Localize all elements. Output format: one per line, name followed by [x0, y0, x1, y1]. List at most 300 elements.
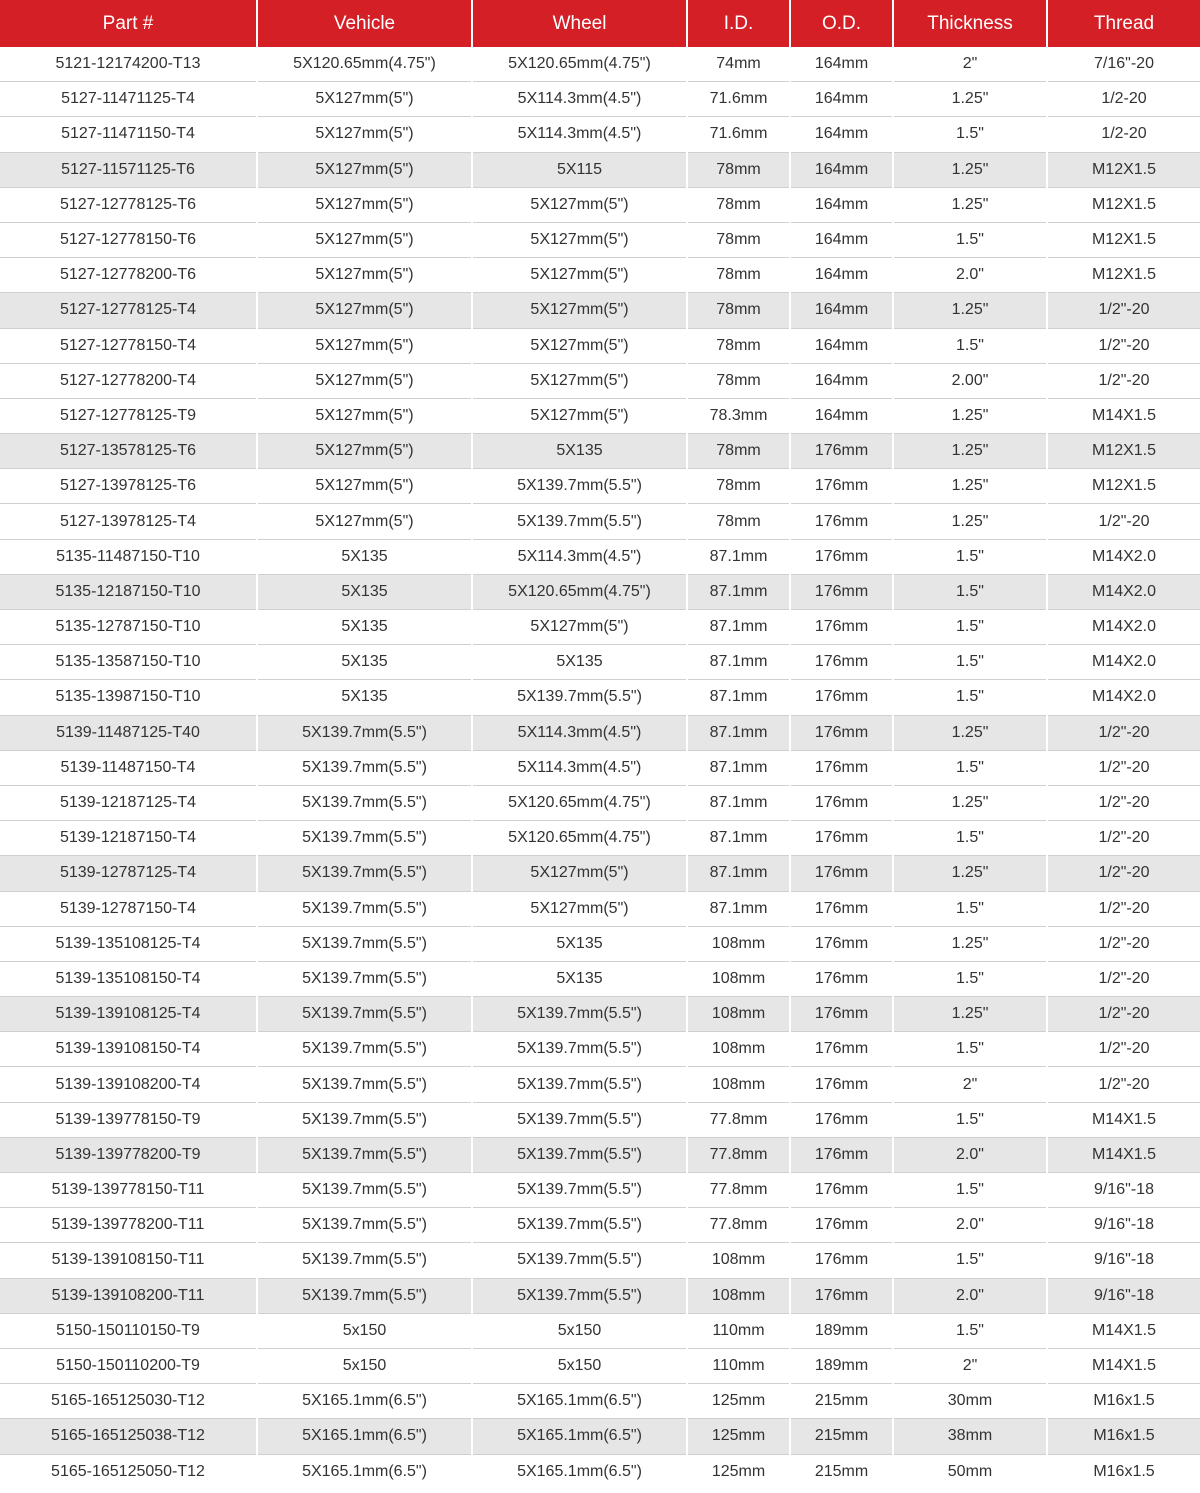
table-row — [0, 152, 1200, 187]
cell-thread: M14X2.0 — [1047, 645, 1200, 680]
cell-thickness: 1.25" — [893, 997, 1047, 1032]
table-row — [0, 961, 1200, 996]
table-row — [0, 610, 1200, 645]
cell-part-number: 5139-12187150-T4 — [0, 821, 257, 856]
cell-outer-diameter: 176mm — [790, 434, 893, 469]
cell-thread: 9/16"-18 — [1047, 1208, 1200, 1243]
cell-thickness: 2" — [893, 47, 1047, 82]
cell-thread: M12X1.5 — [1047, 469, 1200, 504]
cell-thickness: 2" — [893, 1348, 1047, 1383]
cell-thickness: 1.5" — [893, 1313, 1047, 1348]
cell-part-number: 5139-12187125-T4 — [0, 785, 257, 820]
cell-thickness: 1.5" — [893, 117, 1047, 152]
cell-wheel: 5X139.7mm(5.5") — [472, 680, 687, 715]
cell-thickness: 1.5" — [893, 750, 1047, 785]
cell-thickness: 1.25" — [893, 152, 1047, 187]
cell-outer-diameter: 189mm — [790, 1348, 893, 1383]
cell-outer-diameter: 176mm — [790, 856, 893, 891]
cell-vehicle: 5X127mm(5") — [257, 222, 472, 257]
cell-thread: 1/2"-20 — [1047, 363, 1200, 398]
cell-vehicle: 5X139.7mm(5.5") — [257, 1032, 472, 1067]
table-row — [0, 258, 1200, 293]
cell-wheel: 5X127mm(5") — [472, 293, 687, 328]
header-outer-diameter: O.D. — [790, 0, 893, 47]
cell-thickness: 1.5" — [893, 891, 1047, 926]
cell-part-number: 5127-11571125-T6 — [0, 152, 257, 187]
table-body — [0, 47, 1200, 1489]
cell-part-number: 5139-139108125-T4 — [0, 997, 257, 1032]
cell-vehicle: 5X127mm(5") — [257, 434, 472, 469]
cell-thickness: 1.5" — [893, 821, 1047, 856]
cell-outer-diameter: 164mm — [790, 47, 893, 82]
cell-part-number: 5139-139108200-T4 — [0, 1067, 257, 1102]
cell-vehicle: 5X139.7mm(5.5") — [257, 821, 472, 856]
cell-thread: 1/2"-20 — [1047, 856, 1200, 891]
cell-outer-diameter: 176mm — [790, 645, 893, 680]
cell-wheel: 5X165.1mm(6.5") — [472, 1419, 687, 1454]
cell-thickness: 30mm — [893, 1384, 1047, 1419]
table-row — [0, 1137, 1200, 1172]
cell-part-number: 5127-12778150-T4 — [0, 328, 257, 363]
cell-wheel: 5X139.7mm(5.5") — [472, 1032, 687, 1067]
cell-part-number: 5127-11471125-T4 — [0, 82, 257, 117]
cell-thickness: 38mm — [893, 1419, 1047, 1454]
cell-part-number: 5165-165125038-T12 — [0, 1419, 257, 1454]
cell-vehicle: 5x150 — [257, 1348, 472, 1383]
cell-inner-diameter: 110mm — [687, 1313, 790, 1348]
cell-outer-diameter: 176mm — [790, 610, 893, 645]
cell-thickness: 1.25" — [893, 715, 1047, 750]
cell-inner-diameter: 87.1mm — [687, 680, 790, 715]
cell-wheel: 5X127mm(5") — [472, 610, 687, 645]
cell-inner-diameter: 108mm — [687, 1278, 790, 1313]
cell-vehicle: 5X127mm(5") — [257, 82, 472, 117]
cell-thickness: 2.0" — [893, 1208, 1047, 1243]
cell-outer-diameter: 176mm — [790, 1173, 893, 1208]
table-row — [0, 715, 1200, 750]
cell-vehicle: 5X120.65mm(4.75") — [257, 47, 472, 82]
table-row — [0, 1067, 1200, 1102]
cell-inner-diameter: 87.1mm — [687, 891, 790, 926]
cell-outer-diameter: 176mm — [790, 891, 893, 926]
cell-part-number: 5127-13578125-T6 — [0, 434, 257, 469]
cell-inner-diameter: 87.1mm — [687, 610, 790, 645]
cell-thread: 1/2-20 — [1047, 82, 1200, 117]
cell-inner-diameter: 77.8mm — [687, 1173, 790, 1208]
cell-part-number: 5135-12787150-T10 — [0, 610, 257, 645]
cell-inner-diameter: 87.1mm — [687, 715, 790, 750]
cell-inner-diameter: 110mm — [687, 1348, 790, 1383]
cell-vehicle: 5X139.7mm(5.5") — [257, 1243, 472, 1278]
cell-inner-diameter: 78mm — [687, 152, 790, 187]
cell-vehicle: 5X135 — [257, 680, 472, 715]
cell-wheel: 5X139.7mm(5.5") — [472, 504, 687, 539]
cell-wheel: 5X120.65mm(4.75") — [472, 785, 687, 820]
cell-outer-diameter: 176mm — [790, 961, 893, 996]
cell-part-number: 5127-12778150-T6 — [0, 222, 257, 257]
cell-wheel: 5X135 — [472, 926, 687, 961]
cell-outer-diameter: 176mm — [790, 1137, 893, 1172]
header-part-number: Part # — [0, 0, 257, 47]
table-row — [0, 47, 1200, 82]
cell-inner-diameter: 87.1mm — [687, 856, 790, 891]
cell-thread: M14X1.5 — [1047, 398, 1200, 433]
cell-thickness: 1.25" — [893, 926, 1047, 961]
table-row — [0, 750, 1200, 785]
cell-wheel: 5X139.7mm(5.5") — [472, 1278, 687, 1313]
cell-wheel: 5X135 — [472, 961, 687, 996]
cell-wheel: 5X139.7mm(5.5") — [472, 997, 687, 1032]
cell-vehicle: 5X127mm(5") — [257, 152, 472, 187]
table-row — [0, 1208, 1200, 1243]
cell-thickness: 1.5" — [893, 539, 1047, 574]
cell-vehicle: 5X127mm(5") — [257, 363, 472, 398]
table-row — [0, 1384, 1200, 1419]
cell-thickness: 1.5" — [893, 680, 1047, 715]
cell-vehicle: 5X139.7mm(5.5") — [257, 926, 472, 961]
cell-wheel: 5X127mm(5") — [472, 187, 687, 222]
cell-inner-diameter: 71.6mm — [687, 117, 790, 152]
cell-thread: 1/2"-20 — [1047, 328, 1200, 363]
cell-thickness: 1.25" — [893, 856, 1047, 891]
header-vehicle: Vehicle — [257, 0, 472, 47]
cell-inner-diameter: 78mm — [687, 222, 790, 257]
cell-inner-diameter: 108mm — [687, 997, 790, 1032]
cell-vehicle: 5X139.7mm(5.5") — [257, 1278, 472, 1313]
cell-thread: 7/16"-20 — [1047, 47, 1200, 82]
cell-part-number: 5139-12787150-T4 — [0, 891, 257, 926]
cell-inner-diameter: 78mm — [687, 434, 790, 469]
header-row — [0, 0, 1200, 47]
cell-outer-diameter: 164mm — [790, 82, 893, 117]
cell-wheel: 5X114.3mm(4.5") — [472, 750, 687, 785]
cell-part-number: 5127-13978125-T4 — [0, 504, 257, 539]
cell-outer-diameter: 176mm — [790, 539, 893, 574]
cell-part-number: 5127-13978125-T6 — [0, 469, 257, 504]
table-row — [0, 117, 1200, 152]
cell-vehicle: 5X135 — [257, 610, 472, 645]
cell-outer-diameter: 176mm — [790, 574, 893, 609]
cell-part-number: 5139-11487125-T40 — [0, 715, 257, 750]
cell-wheel: 5X127mm(5") — [472, 363, 687, 398]
cell-part-number: 5139-135108125-T4 — [0, 926, 257, 961]
cell-outer-diameter: 176mm — [790, 821, 893, 856]
cell-thread: 9/16"-18 — [1047, 1278, 1200, 1313]
table-row — [0, 891, 1200, 926]
cell-thickness: 1.5" — [893, 328, 1047, 363]
cell-vehicle: 5x150 — [257, 1313, 472, 1348]
cell-part-number: 5165-165125030-T12 — [0, 1384, 257, 1419]
cell-wheel: 5X139.7mm(5.5") — [472, 1208, 687, 1243]
cell-vehicle: 5X139.7mm(5.5") — [257, 1137, 472, 1172]
cell-thickness: 1.5" — [893, 222, 1047, 257]
cell-inner-diameter: 125mm — [687, 1419, 790, 1454]
cell-vehicle: 5X165.1mm(6.5") — [257, 1384, 472, 1419]
table-row — [0, 469, 1200, 504]
cell-vehicle: 5X127mm(5") — [257, 328, 472, 363]
table-row — [0, 1313, 1200, 1348]
cell-thread: M16x1.5 — [1047, 1454, 1200, 1489]
cell-outer-diameter: 176mm — [790, 1243, 893, 1278]
cell-inner-diameter: 108mm — [687, 1067, 790, 1102]
cell-thickness: 2" — [893, 1067, 1047, 1102]
cell-thread: 1/2"-20 — [1047, 1067, 1200, 1102]
cell-outer-diameter: 176mm — [790, 1278, 893, 1313]
cell-wheel: 5X135 — [472, 434, 687, 469]
table-row — [0, 821, 1200, 856]
cell-inner-diameter: 77.8mm — [687, 1208, 790, 1243]
cell-thickness: 2.00" — [893, 363, 1047, 398]
cell-outer-diameter: 164mm — [790, 152, 893, 187]
cell-wheel: 5X114.3mm(4.5") — [472, 539, 687, 574]
cell-thickness: 1.25" — [893, 398, 1047, 433]
cell-vehicle: 5X135 — [257, 539, 472, 574]
table-row — [0, 363, 1200, 398]
cell-outer-diameter: 176mm — [790, 926, 893, 961]
cell-inner-diameter: 78mm — [687, 187, 790, 222]
table-row — [0, 645, 1200, 680]
cell-vehicle: 5X139.7mm(5.5") — [257, 856, 472, 891]
table-row — [0, 574, 1200, 609]
cell-vehicle: 5X139.7mm(5.5") — [257, 1173, 472, 1208]
cell-part-number: 5135-12187150-T10 — [0, 574, 257, 609]
table-row — [0, 1454, 1200, 1489]
cell-thickness: 1.5" — [893, 1243, 1047, 1278]
cell-outer-diameter: 164mm — [790, 293, 893, 328]
cell-part-number: 5139-139778150-T9 — [0, 1102, 257, 1137]
cell-thread: M14X2.0 — [1047, 680, 1200, 715]
cell-inner-diameter: 87.1mm — [687, 785, 790, 820]
table-row — [0, 328, 1200, 363]
cell-vehicle: 5X139.7mm(5.5") — [257, 785, 472, 820]
cell-part-number: 5127-12778200-T4 — [0, 363, 257, 398]
cell-wheel: 5X139.7mm(5.5") — [472, 1173, 687, 1208]
table-row — [0, 187, 1200, 222]
cell-thickness: 2.0" — [893, 258, 1047, 293]
cell-thread: 1/2"-20 — [1047, 997, 1200, 1032]
cell-thickness: 1.5" — [893, 645, 1047, 680]
cell-vehicle: 5X127mm(5") — [257, 258, 472, 293]
cell-thread: M14X1.5 — [1047, 1348, 1200, 1383]
cell-part-number: 5135-13987150-T10 — [0, 680, 257, 715]
cell-thread: 1/2-20 — [1047, 117, 1200, 152]
cell-outer-diameter: 176mm — [790, 997, 893, 1032]
cell-thread: 1/2"-20 — [1047, 821, 1200, 856]
cell-wheel: 5X139.7mm(5.5") — [472, 469, 687, 504]
cell-part-number: 5139-12787125-T4 — [0, 856, 257, 891]
cell-inner-diameter: 87.1mm — [687, 574, 790, 609]
cell-wheel: 5X165.1mm(6.5") — [472, 1454, 687, 1489]
cell-part-number: 5150-150110150-T9 — [0, 1313, 257, 1348]
cell-outer-diameter: 176mm — [790, 1032, 893, 1067]
table-row — [0, 434, 1200, 469]
cell-vehicle: 5X127mm(5") — [257, 398, 472, 433]
cell-thickness: 1.25" — [893, 293, 1047, 328]
cell-inner-diameter: 87.1mm — [687, 539, 790, 574]
cell-vehicle: 5X135 — [257, 574, 472, 609]
cell-thread: M12X1.5 — [1047, 434, 1200, 469]
cell-thread: 1/2"-20 — [1047, 926, 1200, 961]
cell-thread: M16x1.5 — [1047, 1384, 1200, 1419]
cell-wheel: 5X120.65mm(4.75") — [472, 821, 687, 856]
cell-inner-diameter: 125mm — [687, 1454, 790, 1489]
cell-thread: M14X2.0 — [1047, 539, 1200, 574]
cell-wheel: 5x150 — [472, 1313, 687, 1348]
table-row — [0, 504, 1200, 539]
cell-wheel: 5X127mm(5") — [472, 328, 687, 363]
cell-part-number: 5121-12174200-T13 — [55, 55, 201, 73]
cell-thickness: 50mm — [893, 1454, 1047, 1489]
cell-wheel: 5X115 — [472, 152, 687, 187]
cell-outer-diameter: 164mm — [790, 398, 893, 433]
cell-inner-diameter: 78.3mm — [687, 398, 790, 433]
cell-thickness: 1.25" — [893, 785, 1047, 820]
cell-vehicle: 5X127mm(5") — [257, 293, 472, 328]
cell-thread: 1/2"-20 — [1047, 891, 1200, 926]
table-row — [0, 785, 1200, 820]
cell-thread: 9/16"-18 — [1047, 1173, 1200, 1208]
cell-outer-diameter: 164mm — [790, 222, 893, 257]
cell-outer-diameter: 164mm — [790, 187, 893, 222]
cell-vehicle: 5X165.1mm(6.5") — [257, 1419, 472, 1454]
cell-inner-diameter: 87.1mm — [687, 750, 790, 785]
cell-vehicle: 5X165.1mm(6.5") — [257, 1454, 472, 1489]
cell-inner-diameter: 77.8mm — [687, 1102, 790, 1137]
cell-outer-diameter: 215mm — [790, 1454, 893, 1489]
cell-thread: M12X1.5 — [1047, 152, 1200, 187]
header-thickness: Thickness — [893, 0, 1047, 47]
cell-vehicle: 5X135 — [257, 645, 472, 680]
table-row — [0, 856, 1200, 891]
cell-wheel: 5X139.7mm(5.5") — [472, 1137, 687, 1172]
cell-thread: 1/2"-20 — [1047, 750, 1200, 785]
cell-thickness: 1.5" — [893, 1173, 1047, 1208]
table-row — [0, 1278, 1200, 1313]
cell-outer-diameter: 176mm — [790, 1102, 893, 1137]
cell-inner-diameter: 77.8mm — [687, 1137, 790, 1172]
cell-part-number: 5135-13587150-T10 — [0, 645, 257, 680]
cell-vehicle: 5X127mm(5") — [257, 504, 472, 539]
cell-inner-diameter: 74mm — [687, 47, 790, 82]
cell-wheel: 5x150 — [472, 1348, 687, 1383]
cell-thickness: 2.0" — [893, 1278, 1047, 1313]
cell-thickness: 1.5" — [893, 610, 1047, 645]
cell-wheel: 5X165.1mm(6.5") — [472, 1384, 687, 1419]
cell-thread: M12X1.5 — [1047, 222, 1200, 257]
cell-wheel: 5X127mm(5") — [472, 891, 687, 926]
cell-outer-diameter: 176mm — [790, 785, 893, 820]
cell-vehicle: 5X139.7mm(5.5") — [257, 1102, 472, 1137]
cell-part-number: 5127-12778200-T6 — [0, 258, 257, 293]
cell-part-number: 5127-12778125-T4 — [0, 293, 257, 328]
cell-thread: 1/2"-20 — [1047, 293, 1200, 328]
cell-inner-diameter: 78mm — [687, 258, 790, 293]
cell-inner-diameter: 71.6mm — [687, 82, 790, 117]
cell-outer-diameter: 189mm — [790, 1313, 893, 1348]
cell-inner-diameter: 78mm — [687, 504, 790, 539]
cell-part-number: 5135-11487150-T10 — [0, 539, 257, 574]
table-row — [0, 1243, 1200, 1278]
cell-thread: 9/16"-18 — [1047, 1243, 1200, 1278]
header-thread: Thread — [1047, 0, 1200, 47]
cell-part-number: 5127-12778125-T9 — [0, 398, 257, 433]
cell-wheel: 5X114.3mm(4.5") — [472, 117, 687, 152]
cell-part-number: 5127-11471150-T4 — [0, 117, 257, 152]
table-row — [0, 82, 1200, 117]
cell-inner-diameter: 108mm — [687, 961, 790, 996]
cell-vehicle: 5X127mm(5") — [257, 469, 472, 504]
cell-thickness: 1.25" — [893, 434, 1047, 469]
cell-wheel: 5X127mm(5") — [472, 222, 687, 257]
table-row — [0, 1102, 1200, 1137]
cell-vehicle: 5X139.7mm(5.5") — [257, 750, 472, 785]
table-row — [0, 997, 1200, 1032]
cell-vehicle: 5X139.7mm(5.5") — [257, 1067, 472, 1102]
cell-thickness: 1.5" — [893, 1102, 1047, 1137]
cell-thread: M14X1.5 — [1047, 1313, 1200, 1348]
cell-outer-diameter: 176mm — [790, 504, 893, 539]
cell-inner-diameter: 78mm — [687, 328, 790, 363]
cell-wheel: 5X135 — [472, 645, 687, 680]
header-inner-diameter: I.D. — [687, 0, 790, 47]
table-row — [0, 926, 1200, 961]
cell-thickness: 1.5" — [893, 1032, 1047, 1067]
cell-wheel: 5X120.65mm(4.75") — [472, 47, 687, 82]
cell-thread: M14X1.5 — [1047, 1102, 1200, 1137]
cell-vehicle: 5X139.7mm(5.5") — [257, 891, 472, 926]
cell-wheel: 5X139.7mm(5.5") — [472, 1102, 687, 1137]
cell-outer-diameter: 164mm — [790, 258, 893, 293]
cell-thread: 1/2"-20 — [1047, 715, 1200, 750]
cell-thread: M14X2.0 — [1047, 574, 1200, 609]
cell-vehicle: 5X139.7mm(5.5") — [257, 715, 472, 750]
cell-part-number: 5139-139778200-T9 — [0, 1137, 257, 1172]
table-row — [0, 680, 1200, 715]
cell-thickness: 1.25" — [893, 469, 1047, 504]
cell-inner-diameter: 108mm — [687, 1243, 790, 1278]
cell-outer-diameter: 176mm — [790, 750, 893, 785]
cell-thickness: 1.5" — [893, 961, 1047, 996]
cell-outer-diameter: 176mm — [790, 1208, 893, 1243]
cell-part-number: 5139-139108150-T4 — [0, 1032, 257, 1067]
cell-outer-diameter: 176mm — [790, 680, 893, 715]
cell-vehicle: 5X139.7mm(5.5") — [257, 1208, 472, 1243]
cell-inner-diameter: 87.1mm — [687, 645, 790, 680]
cell-thread: 1/2"-20 — [1047, 504, 1200, 539]
table-row — [0, 1348, 1200, 1383]
table-row — [0, 1032, 1200, 1067]
cell-outer-diameter: 215mm — [790, 1384, 893, 1419]
cell-part-number: 5139-139778150-T11 — [0, 1173, 257, 1208]
cell-thread: M14X1.5 — [1047, 1137, 1200, 1172]
cell-vehicle: 5X139.7mm(5.5") — [257, 997, 472, 1032]
cell-wheel: 5X114.3mm(4.5") — [472, 715, 687, 750]
cell-thickness: 1.25" — [893, 504, 1047, 539]
cell-inner-diameter: 78mm — [687, 293, 790, 328]
table-row — [0, 222, 1200, 257]
cell-wheel: 5X127mm(5") — [472, 398, 687, 433]
cell-vehicle: 5X139.7mm(5.5") — [257, 961, 472, 996]
cell-part-number: 5139-139778200-T11 — [0, 1208, 257, 1243]
cell-vehicle: 5X127mm(5") — [257, 117, 472, 152]
table-row — [0, 293, 1200, 328]
cell-thread: M12X1.5 — [1047, 258, 1200, 293]
table-row — [0, 1173, 1200, 1208]
cell-thickness: 2.0" — [893, 1137, 1047, 1172]
cell-outer-diameter: 164mm — [790, 363, 893, 398]
cell-outer-diameter: 176mm — [790, 715, 893, 750]
cell-outer-diameter: 215mm — [790, 1419, 893, 1454]
